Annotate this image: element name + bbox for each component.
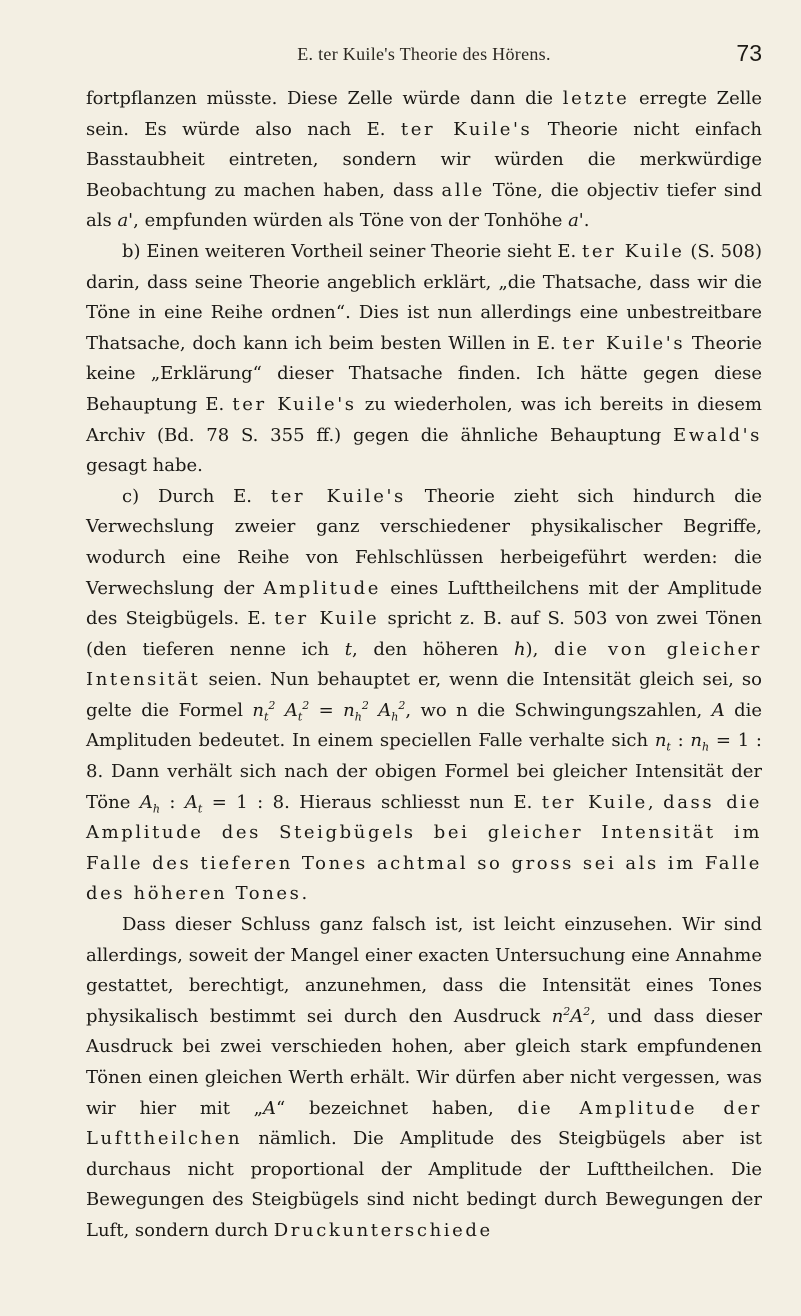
text-run: . <box>301 883 308 905</box>
running-head <box>86 40 762 70</box>
text-run: wo n die Schwingungszahlen, <box>420 699 712 721</box>
text-run: = 1 : 8. Hieraus schliesst nun E. <box>211 791 542 813</box>
text-run: Theorie keine „Erklärung“ dieser Thatsache finden. Ich hätte gegen diese Behauptung E. <box>86 332 762 415</box>
tone-symbol: a' <box>568 210 584 232</box>
emphasis-spaced: Amplitude <box>263 577 381 599</box>
paragraph-c: c) Durch E. ter Kuile's Theorie zieht sich hindurch die Verwechslung zweier ganz verschiedener physikalischer Begriffe, wodurch eine Reihe von Fehlschlüssen herbeigeführt werden: die Verwechslung der Amplitude eines Lufttheilchens mit der Amplitude des Steigbügels. E. ter Kuile spricht z. B. auf S. 503 von zwei Tönen (den tieferen nenne ich t, den höheren h), die von gleicher Intensität seien. Nun behauptet er, wenn die Intensität gleich sei, so gelte die Formel $n_t^2$ $A_t^2 = n_h^2$ $A_h^2$, wo n die Schwingungszahlen, A die Amplituden bedeutet. In einem speciellen Falle verhalte sich $n_t$ : $n_h = 1$ : 8. Dann verhält sich nach der obigen Formel bei gleicher Intensität der Töne $A_h$ : $A_t = 1$ : 8. Hieraus schliesst nun E. ter Kuile, dass die Amplitude des Steigbügels bei gleicher Intensität im Falle des tieferen Tones achtmal so gross sei als im Falle des höheren Tones. <box>86 485 763 905</box>
paragraph-conclusion <box>86 910 762 1247</box>
text-run: Theorie zieht sich hindurch die Verwechslung zweier ganz verschiedener physikalischer Begriffe, wodurch eine Reihe von Fehlschlüssen herbeigeführt werden: die Verwechslung der <box>86 485 763 599</box>
tone-symbol: h <box>513 638 526 660</box>
amplitude-symbol: A <box>263 1097 276 1119</box>
text-run: = 1 : 8. Dann verhält sich nach der obigen Formel bei gleicher Intensität der Töne <box>86 730 762 813</box>
emphasis-spaced: Druckunterschiede <box>273 1219 493 1241</box>
text-run: (S. 508) darin, dass seine Theorie angeblich erklärt, „die Thatsache, dass wir die Töne in eine Reihe ordnen“. Dies ist nun allerdings eine unbestreitbare Thatsache, doch kann ich beim besten Willen in E. <box>86 240 762 354</box>
text-run: eines Lufttheilchens mit der Amplitude des Steigbügels. E. <box>86 577 762 630</box>
running-title: E. ter Kuile's Theorie des Hörens. <box>297 44 551 64</box>
frequency-ratio: $n_t$ : $n_h$ <box>654 730 710 755</box>
emphasis-spaced: letzte <box>562 88 630 109</box>
text-run: die Amplituden bedeutet. In einem speciellen Falle verhalte sich <box>86 699 763 752</box>
text-run: Theorie nicht einfach Basstaubheit eintreten, sondern wir würden die merkwürdige Beobachtung zu machen haben, dass <box>86 118 762 201</box>
author-name: ter Kuile's <box>270 485 406 507</box>
author-name: ter Kuile's <box>232 393 357 415</box>
author-name: ter Kuile <box>274 608 380 630</box>
text-run: Dass dieser Schluss ganz falsch ist, ist leicht einzusehen. Wir sind allerdings, soweit der Mangel einer exacten Untersuchung eine Annahme gestattet, berechtigt, anzunehmen, dass die Intensität eines Tones physikalisch bestimmt sei durch den Ausdruck <box>86 914 762 1027</box>
text-run: gesagt habe. <box>86 455 203 477</box>
author-name: ter Kuile's <box>400 118 533 140</box>
author-name: ter Kuile <box>582 240 685 262</box>
author-name: ter Kuile's <box>562 332 686 354</box>
tone-symbol: t <box>344 638 352 660</box>
paragraph-b <box>86 237 762 482</box>
text-run: erregte Zelle sein. Es würde also nach E. <box>86 88 762 140</box>
text-run: . <box>583 210 590 232</box>
intensity-formula: $n_t^2$ $A_t^2 = n_h^2$ $A_h^2$ <box>252 698 406 724</box>
text-run: , und dass dieser Ausdruck bei zwei verschieden hohen, aber gleich stark empfundenen Tönen einen gleichen Werth erhält. Wir dürfen aber nicht vergessen, was wir hier mit „ <box>86 1005 762 1119</box>
text-run: , <box>647 791 664 813</box>
text-run: , den höheren <box>351 638 514 660</box>
text-run: seien. Nun behauptet er, wenn die Intensität gleich sei, so gelte die Formel <box>86 669 762 721</box>
text-run: zu wiederholen, was ich bereits in diesem Archiv (Bd. 78 S. 355 ff.) gegen die ähnliche Behauptung <box>86 393 762 446</box>
text-run: ), <box>525 638 554 660</box>
emphasis-spaced: die von gleicher Intensität <box>86 638 763 691</box>
text-run: , empfunden würden als Töne von der Tonhöhe <box>133 210 569 232</box>
emphasis-spaced: dass die Amplitude des Steigbügels bei gleicher Intensität im Falle des tieferen Tones achtmal so gross sei als im Falle des höheren Tones <box>86 791 762 905</box>
amplitude-ratio: $A_h$ : $A_t$ <box>139 791 203 816</box>
emphasis-spaced: die Amplitude der Lufttheilchen <box>86 1097 762 1150</box>
tone-symbol: a' <box>117 210 134 232</box>
text-run: nämlich. Die Amplitude des Steigbügels aber ist durchaus nicht proportional der Amplitude der Lufttheilchen. Die Bewegungen des Steigbügels sind nicht bedingt durch Bewegungen der Luft, sondern durch <box>86 1128 762 1241</box>
intensity-expression: $n^2A^2$ <box>551 1004 591 1027</box>
paragraph-continuation <box>86 84 762 237</box>
emphasis-spaced: alle <box>441 179 485 201</box>
author-name: ter Kuile <box>541 791 648 813</box>
text-run: spricht z. B. auf S. 503 von zwei Tönen (den tieferen nenne ich <box>86 608 762 660</box>
text-run: c) Durch E. <box>122 485 271 507</box>
text-run: Töne, die objectiv tiefer sind als <box>86 179 762 232</box>
author-name: Ewald's <box>673 424 762 446</box>
page-number: 73 <box>736 40 762 66</box>
text-run: “ bezeichnet haben, <box>276 1097 518 1119</box>
text-run: fortpflanzen müsste. Diese Zelle würde dann die <box>86 88 563 109</box>
body-text <box>86 84 762 1247</box>
text-run: b) Einen weiteren Vortheil seiner Theorie sieht E. <box>122 240 583 262</box>
amplitude-symbol: A <box>711 699 725 721</box>
